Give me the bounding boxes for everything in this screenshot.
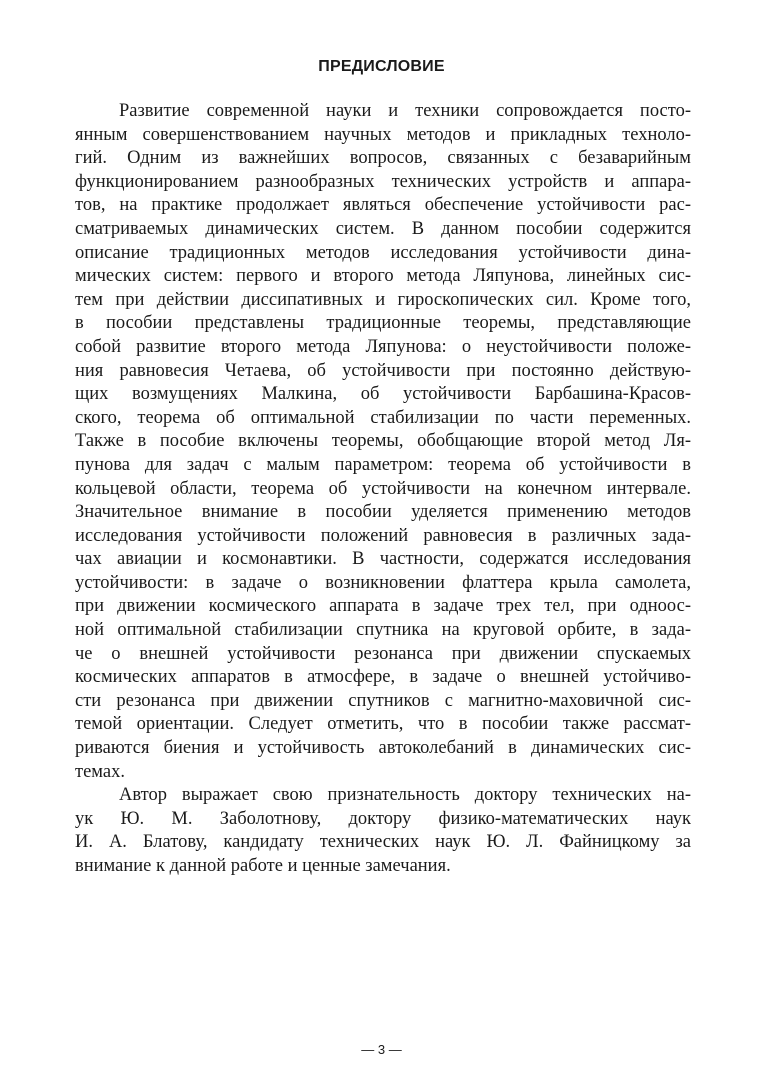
body-text [75,100,691,879]
text-line: тов, на практике продолжает являться обеспечение устойчивости рас- [75,195,691,216]
text-line: ского, теорема об оптимальной стабилизации по части переменных. [75,407,691,428]
text-line: космических аппаратов в атмосфере, в задаче о внешней устойчиво- [75,667,691,688]
text-line: Развитие современной науки и техники сопровождается посто- [119,101,691,121]
text-line: ук Ю. М. Заболотнову, доктору физико-математических наук [75,808,691,829]
text-line: при движении космического аппарата в задаче трех тел, при одноос- [75,596,691,617]
text-line: темах. [75,761,125,782]
text-line: тем при действии диссипативных и гироскопических сил. Кроме того, [75,289,691,310]
paragraph-acknowledgements [75,784,691,878]
text-line: темой ориентации. Следует отметить, что в пособии также рассмат- [75,714,691,735]
text-line: Также в пособие включены теоремы, обобщающие второй метод Ля- [75,431,691,452]
text-line: исследования устойчивости положений равновесия в различных задa- [75,525,691,546]
text-line: сматриваемых динамических систем. В данном пособии содержится [75,218,691,239]
text-line: щих возмущениях Малкина, об устойчивости Барбашина-Красов- [75,384,691,405]
text-line: че о внешней устойчивости резонанса при движении спускаемых [75,643,691,664]
text-line: риваются биения и устойчивость автоколебаний в динамических сис- [75,738,691,759]
text-line: в пособии представлены традиционные теоремы, представляющие [75,313,691,334]
page-title: ПРЕДИСЛОВИЕ [318,58,445,75]
page-number: — 3 — [361,1042,402,1057]
paragraph-intro [75,100,691,784]
text-line: мических систем: первого и второго метода Ляпунова, линейных сис- [75,266,691,287]
text-line: описание традиционных методов исследования устойчивости дина- [75,242,691,263]
text-line: сти резонанса при движении спутников с магнитно-маховичной сис- [75,690,691,711]
text-line: внимание к данной работе и ценные замечания. [75,856,451,876]
text-line: гий. Одним из важнейших вопросов, связанных с безаварийным [75,148,691,169]
text-line: ной оптимальной стабилизации спутника на круговой орбите, в зада- [75,620,691,641]
text-line: Значительное внимание в пособии уделяется применению методов [75,502,691,523]
text-line: янным совершенствованием научных методов и прикладных техноло- [75,124,691,145]
text-line: чах авиации и космонавтики. В частности, содержатся исследования [75,549,691,570]
text-line: Автор выражает свою признательность доктору технических на- [119,785,691,806]
text-line: собой развитие второго метода Ляпунова: о неустойчивости положе- [75,336,691,357]
text-line: устойчивости: в задаче о возникновении флаттера крыла самолета, [75,572,691,593]
text-line: пунова для задач с малым параметром: теорема об устойчивости в [75,454,691,475]
text-line: кольцевой области, теорема об устойчивости на конечном интервале. [75,478,691,499]
text-line: функционированием разнообразных технических устройств и аппара- [75,171,691,192]
text-line: ния равновесия Четаева, об устойчивости при постоянно действую- [75,360,691,381]
text-line: И. А. Блатову, кандидату технических наук Ю. Л. Файницкому за [75,832,691,853]
